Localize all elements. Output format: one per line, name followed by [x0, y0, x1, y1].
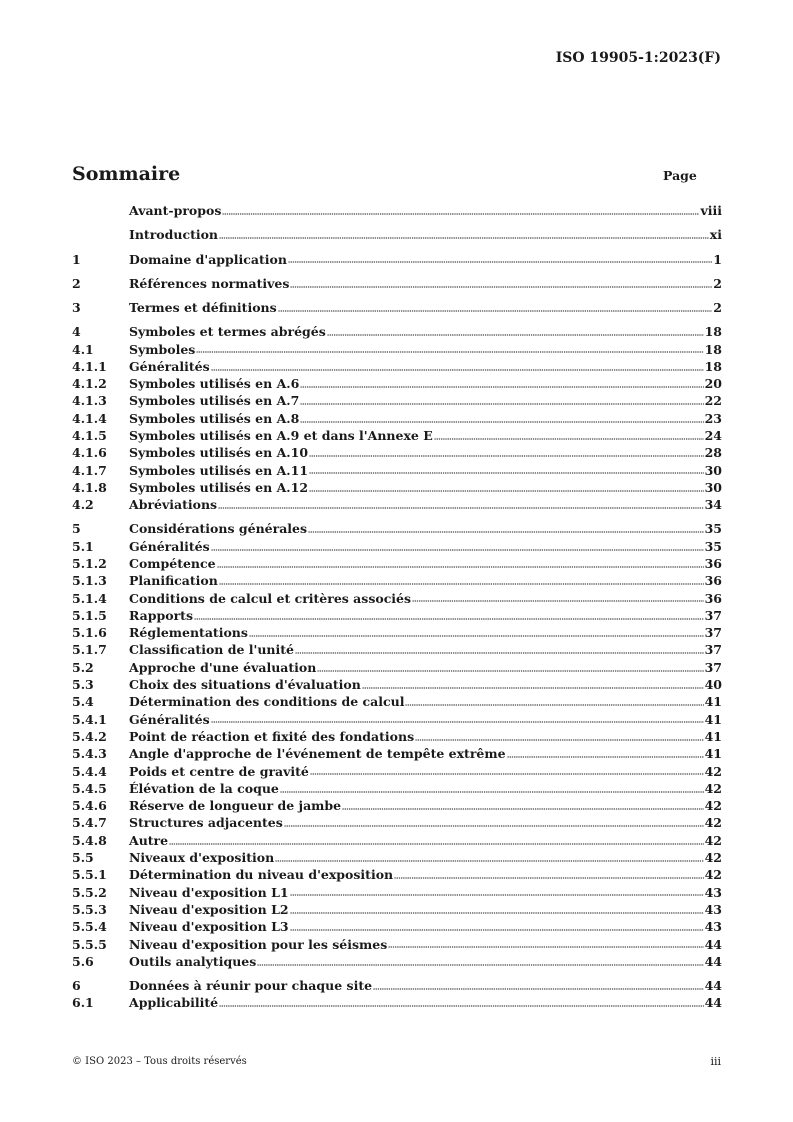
toc-entry-title: Réserve de longueur de jambe: [129, 798, 342, 814]
toc-entry-page: 18: [704, 324, 722, 340]
toc-entry-title: Généralités: [129, 711, 210, 727]
toc-entry-page: 24: [704, 428, 722, 444]
dot-leader: [309, 454, 704, 457]
toc-entry-title: Structures adjacentes: [129, 815, 283, 831]
toc-entry-page: 36: [704, 555, 722, 571]
dot-leader: [412, 600, 704, 603]
toc-entry-page: 35: [704, 538, 722, 554]
dot-leader: [222, 212, 699, 215]
dot-leader: [288, 261, 712, 264]
dot-leader: [405, 703, 703, 706]
toc-entry-title: Niveau d'exposition L3: [129, 919, 289, 935]
toc-entry-number: 4: [72, 324, 81, 340]
toc-entry-page: 42: [704, 815, 722, 831]
toc-entry[interactable]: [72, 675, 722, 692]
dot-leader: [280, 790, 704, 793]
toc-entry-number: 4.1.4: [72, 410, 107, 426]
toc-entry-number: 4.1.1: [72, 358, 107, 374]
toc-entry[interactable]: [72, 391, 722, 408]
toc-entry[interactable]: [72, 779, 722, 796]
toc-entry-title: Symboles et termes abrégés: [129, 324, 326, 340]
toc-entry[interactable]: [72, 900, 722, 917]
toc-entry-title: Compétence: [129, 555, 216, 571]
toc-entry-number: 5.1.7: [72, 642, 107, 658]
toc-entry-title: Conditions de calcul et critères associés: [129, 590, 412, 606]
toc-entry-page: 23: [704, 410, 722, 426]
toc-entry[interactable]: [72, 934, 722, 951]
toc-entry-page: 28: [704, 445, 722, 461]
toc-entry[interactable]: [72, 274, 722, 291]
toc-entry-title: Détermination du niveau d'exposition: [129, 867, 394, 883]
dot-leader: [327, 333, 704, 336]
toc-entry[interactable]: [72, 657, 722, 674]
dot-leader: [309, 489, 704, 492]
toc-entry-title: Symboles: [129, 341, 196, 357]
toc-entry-number: 5.4.2: [72, 728, 107, 744]
toc-entry-number: 5.4.8: [72, 832, 107, 848]
toc-entry[interactable]: [72, 571, 722, 588]
toc-entry[interactable]: [72, 692, 722, 709]
toc-entry-title: Réglementations: [129, 625, 248, 641]
toc-entry-page: 42: [704, 850, 722, 866]
toc-entry-title: Symboles utilisés en A.11: [129, 462, 309, 478]
toc-entry-number: 5.3: [72, 677, 94, 693]
toc-entry-page: 44: [704, 978, 722, 993]
dot-leader: [211, 368, 704, 371]
dot-leader: [196, 351, 703, 354]
toc-entry-title: Niveaux d'exposition: [129, 850, 275, 866]
dot-leader: [342, 807, 703, 810]
dot-leader: [308, 530, 704, 533]
dot-leader: [219, 1004, 703, 1007]
toc-entry-page: 22: [704, 393, 722, 409]
toc-entry-page: 37: [704, 607, 722, 623]
toc-entry-title: Généralités: [129, 538, 210, 554]
dot-leader: [373, 987, 704, 990]
toc-entry-title: Symboles utilisés en A.9 et dans l'Annexe E: [129, 428, 433, 444]
toc-entry-number: 6: [72, 978, 81, 993]
toc-entry-number: 4.1.8: [72, 479, 107, 495]
toc-entry-number: 3: [72, 300, 81, 316]
toc-entry[interactable]: [72, 865, 722, 882]
toc-entry-number: 5.4: [72, 694, 94, 710]
dot-leader: [275, 859, 703, 862]
toc-entry-number: 5.5: [72, 850, 94, 866]
toc-entry-title: Considérations générales: [129, 521, 308, 537]
dot-leader: [211, 721, 704, 724]
toc-entry-title: Détermination des conditions de calcul: [129, 694, 405, 710]
toc-entry-number: 4.1: [72, 341, 94, 357]
dot-leader: [300, 385, 703, 388]
toc-entry[interactable]: [72, 623, 722, 640]
toc-entry[interactable]: [72, 357, 722, 374]
toc-entry-title: Angle d'approche de l'événement de tempête extrême: [129, 746, 506, 762]
dot-leader: [290, 928, 704, 931]
dot-leader: [249, 634, 704, 637]
toc-entry[interactable]: [72, 426, 722, 443]
toc-entry-title: Références normatives: [129, 275, 290, 291]
toc-entry[interactable]: [72, 443, 722, 460]
toc-entry[interactable]: [72, 727, 722, 744]
toc-entry-title: Symboles utilisés en A.12: [129, 479, 309, 495]
toc-entry[interactable]: [72, 830, 722, 847]
toc-entry-title: Symboles utilisés en A.8: [129, 410, 300, 426]
toc-entry[interactable]: [72, 813, 722, 830]
document-id: ISO 19905-1:2023(F): [555, 50, 721, 66]
toc-entry-page: 20: [704, 376, 722, 392]
toc-entry-number: 5.5.2: [72, 884, 107, 900]
toc-entry[interactable]: [72, 225, 722, 242]
toc-entry-number: 4.1.2: [72, 376, 107, 392]
toc-entry-page: 41: [704, 711, 722, 727]
toc-entry-page: 42: [704, 867, 722, 883]
toc-entry-title: Symboles utilisés en A.7: [129, 393, 300, 409]
dot-leader: [362, 686, 704, 689]
toc-entry-title: Données à réunir pour chaque site: [129, 978, 373, 993]
toc-entry-page: 41: [704, 746, 722, 762]
dot-leader: [284, 824, 704, 827]
toc-entry-page: 1: [713, 251, 722, 267]
toc-entry-page: 42: [704, 763, 722, 779]
toc-entry-page: 35: [704, 521, 722, 537]
toc-entry-page: 44: [704, 953, 722, 969]
toc-entry[interactable]: [72, 744, 722, 761]
toc-entry[interactable]: [72, 460, 722, 477]
toc-entry-number: 5.4.3: [72, 746, 107, 762]
dot-leader: [278, 309, 713, 312]
toc-entry-page: 43: [704, 919, 722, 935]
toc-entry[interactable]: [72, 298, 722, 315]
toc-entry-number: 5.5.3: [72, 901, 107, 917]
toc-entry-page: 44: [704, 995, 722, 1011]
toc-entry-title: Domaine d'application: [129, 251, 287, 267]
toc-entry-title: Classification de l'unité: [129, 642, 294, 658]
dot-leader: [217, 565, 704, 568]
toc-entry[interactable]: [72, 322, 722, 339]
toc-entry-page: 37: [704, 642, 722, 658]
toc-entry-page: 42: [704, 798, 722, 814]
table-of-contents: [72, 201, 722, 1010]
dot-leader: [219, 236, 709, 239]
toc-entry[interactable]: [72, 761, 722, 778]
toc-entry-number: 2: [72, 275, 81, 291]
copyright-notice: © ISO 2023 – Tous droits réservés: [72, 1056, 247, 1067]
toc-entry-number: 5.1.4: [72, 590, 107, 606]
toc-entry[interactable]: [72, 848, 722, 865]
toc-entry-page: 41: [704, 728, 722, 744]
toc-entry-title: Point de réaction et fixité des fondations: [129, 728, 415, 744]
toc-entry[interactable]: [72, 249, 722, 266]
toc-entry-title: Introduction: [129, 227, 219, 243]
toc-entry-page: 40: [704, 677, 722, 693]
toc-entry[interactable]: [72, 640, 722, 657]
dot-leader: [394, 876, 703, 879]
toc-entry-title: Symboles utilisés en A.6: [129, 376, 300, 392]
toc-entry-number: 4.1.7: [72, 462, 107, 478]
toc-entry-page: 42: [704, 780, 722, 796]
toc-entry-number: 5.5.4: [72, 919, 107, 935]
toc-entry-number: 5.2: [72, 659, 94, 675]
toc-entry-number: 4.1.3: [72, 393, 107, 409]
toc-entry-number: 4.1.5: [72, 428, 107, 444]
toc-entry-page: 30: [704, 462, 722, 478]
toc-entry-number: 1: [72, 251, 81, 267]
dot-leader: [295, 651, 704, 654]
toc-entry-title: Rapports: [129, 607, 193, 623]
toc-entry-title: Choix des situations d'évaluation: [129, 677, 361, 693]
toc-title: Sommaire: [72, 163, 181, 185]
toc-entry[interactable]: [72, 408, 722, 425]
toc-entry-page: 34: [704, 497, 722, 513]
toc-entry[interactable]: [72, 374, 722, 391]
toc-entry-page: xi: [709, 227, 722, 243]
toc-entry-title: Niveau d'exposition pour les séismes: [129, 936, 388, 952]
toc-entry-number: 5.1.6: [72, 625, 107, 641]
toc-entry-number: 5.4.5: [72, 780, 107, 796]
toc-entry-title: Termes et définitions: [129, 300, 277, 316]
dot-leader: [290, 911, 704, 914]
toc-entry[interactable]: [72, 709, 722, 726]
toc-entry-title: Avant-propos: [129, 203, 222, 219]
toc-entry[interactable]: [72, 554, 722, 571]
toc-entry[interactable]: [72, 339, 722, 356]
dot-leader: [211, 548, 704, 551]
dot-leader: [257, 963, 703, 966]
dot-leader: [300, 402, 703, 405]
toc-entry[interactable]: [72, 796, 722, 813]
toc-entry-title: Planification: [129, 573, 218, 589]
toc-entry-title: Abréviations: [129, 497, 218, 513]
dot-leader: [169, 842, 703, 845]
toc-entry-page: 37: [704, 659, 722, 675]
toc-entry[interactable]: [72, 478, 722, 495]
toc-entry-title: Élévation de la coque: [129, 780, 279, 796]
toc-entry-page: 42: [704, 832, 722, 848]
toc-entry-number: 5.4.7: [72, 815, 107, 831]
toc-entry[interactable]: [72, 976, 722, 993]
toc-entry-page: 43: [704, 884, 722, 900]
toc-entry-number: 5.1.5: [72, 607, 107, 623]
toc-entry-number: 5.1.3: [72, 573, 107, 589]
dot-leader: [507, 755, 704, 758]
toc-entry-number: 5: [72, 521, 81, 537]
toc-entry-page: 36: [704, 590, 722, 606]
dot-leader: [310, 773, 704, 776]
toc-entry-title: Applicabilité: [129, 995, 219, 1011]
dot-leader: [317, 669, 703, 672]
dot-leader: [290, 894, 704, 897]
toc-entry-page: 30: [704, 479, 722, 495]
toc-entry-number: 5.4.4: [72, 763, 107, 779]
dot-leader: [388, 946, 703, 949]
toc-entry-page: viii: [700, 203, 722, 219]
dot-leader: [194, 617, 704, 620]
toc-entry[interactable]: [72, 536, 722, 553]
toc-entry-number: 5.5.1: [72, 867, 107, 883]
toc-entry-number: 5.6: [72, 953, 94, 969]
toc-entry-page: 37: [704, 625, 722, 641]
toc-entry[interactable]: [72, 588, 722, 605]
page-column-label: Page: [663, 168, 697, 183]
page-number: iii: [710, 1055, 721, 1068]
toc-entry-title: Outils analytiques: [129, 953, 257, 969]
dot-leader: [415, 738, 703, 741]
toc-entry-number: 5.1: [72, 538, 94, 554]
dot-leader: [218, 506, 704, 509]
toc-entry[interactable]: [72, 993, 722, 1010]
toc-entry-number: 5.4.1: [72, 711, 107, 727]
toc-entry[interactable]: [72, 882, 722, 899]
toc-entry-title: Niveau d'exposition L1: [129, 884, 289, 900]
toc-entry-page: 44: [704, 936, 722, 952]
toc-entry-page: 41: [704, 694, 722, 710]
toc-entry-page: 43: [704, 901, 722, 917]
toc-entry-title: Approche d'une évaluation: [129, 659, 317, 675]
toc-entry[interactable]: [72, 606, 722, 623]
toc-entry[interactable]: [72, 495, 722, 512]
toc-entry-title: Poids et centre de gravité: [129, 763, 309, 779]
toc-entry-page: 2: [713, 275, 722, 291]
toc-entry-page: 2: [713, 300, 722, 316]
toc-entry[interactable]: [72, 952, 722, 969]
toc-entry-number: 4.2: [72, 497, 94, 513]
toc-entry[interactable]: [72, 201, 722, 218]
toc-entry-number: 6.1: [72, 995, 94, 1011]
dot-leader: [300, 420, 703, 423]
toc-entry-title: Niveau d'exposition L2: [129, 901, 289, 917]
dot-leader: [219, 582, 704, 585]
toc-entry-number: 5.1.2: [72, 555, 107, 571]
toc-entry-number: 4.1.6: [72, 445, 107, 461]
toc-entry-page: 36: [704, 573, 722, 589]
toc-entry-number: 5.5.5: [72, 936, 107, 952]
toc-entry[interactable]: [72, 917, 722, 934]
dot-leader: [434, 437, 704, 440]
toc-entry-title: Autre: [129, 832, 169, 848]
toc-entry-title: Symboles utilisés en A.10: [129, 445, 309, 461]
toc-entry-title: Généralités: [129, 358, 210, 374]
toc-entry-page: 18: [704, 358, 722, 374]
toc-entry-page: 18: [704, 341, 722, 357]
toc-entry-number: 5.4.6: [72, 798, 107, 814]
dot-leader: [309, 472, 704, 475]
dot-leader: [290, 285, 712, 288]
toc-entry[interactable]: [72, 519, 722, 536]
